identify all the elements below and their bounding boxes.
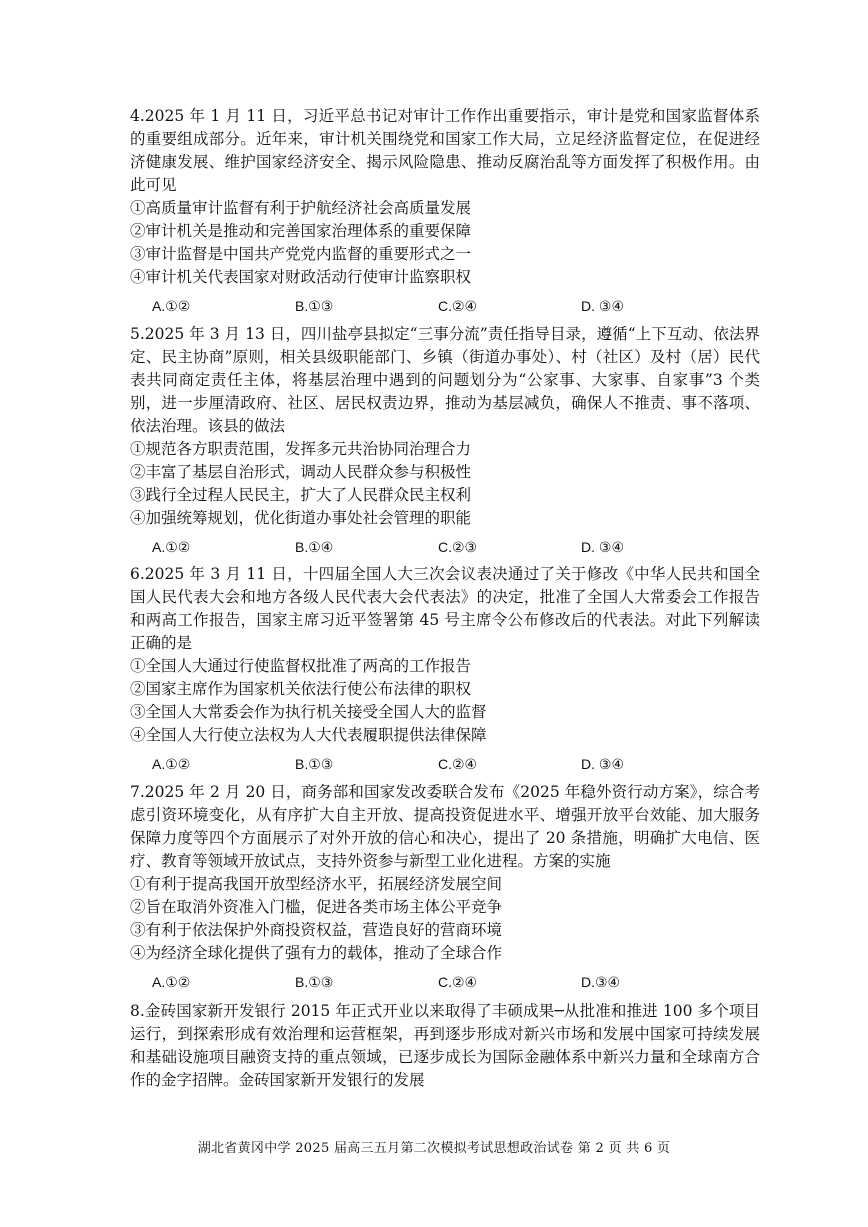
choice-d: D. ③④ bbox=[581, 539, 624, 555]
choice-b: B.①③ bbox=[295, 974, 334, 990]
choice-a: A.①② bbox=[152, 298, 191, 314]
option-item: ③践行全过程人民民主，扩大了人民群众民主权利 bbox=[130, 486, 472, 504]
choice-c: C.②④ bbox=[438, 974, 478, 990]
choice-b: B.①④ bbox=[295, 539, 334, 555]
choice-b: B.①③ bbox=[295, 298, 334, 314]
option-item: ④全国人大行使立法权为人大代表履职提供法律保障 bbox=[130, 726, 487, 744]
option-item: ①全国人大通过行使监督权批准了两高的工作报告 bbox=[130, 657, 472, 675]
choice-c: C.②③ bbox=[438, 539, 478, 555]
question-stem: 6.2025 年 3 月 11 日，十四届全国人大三次会议表决通过了关于修改《中华人民共和国全国人民代表大会和地方各级人民代表大会代表法》的决定，批准了全国人大常委会工作报告和两高工作报告，国家主席习近平签署第 45 号主席令公布修改后的代表法。对此下列解读正确的是 bbox=[130, 565, 760, 652]
option-item: ④审计机关代表国家对财政活动行使审计监察职权 bbox=[130, 268, 472, 286]
choice-d: D. ③④ bbox=[581, 298, 624, 314]
choice-a: A.①② bbox=[152, 974, 191, 990]
question-stem: 4.2025 年 1 月 11 日，习近平总书记对审计工作作出重要指示，审计是党和国家监督体系的重要组成部分。近年来，审计机关围绕党和国家工作大局，立足经济监督定位，在促进经济健康发展、维护国家经济安全、揭示风险隐患、推动反腐治乱等方面发挥了积极作用。由此可见 bbox=[130, 107, 760, 194]
option-item: ③审计监督是中国共产党党内监督的重要形式之一 bbox=[130, 245, 472, 263]
option-item: ④为经济全球化提供了强有力的载体，推动了全球合作 bbox=[130, 944, 503, 962]
option-item: ④加强统筹规划，优化街道办事处社会管理的职能 bbox=[130, 509, 472, 527]
question-4 bbox=[130, 105, 760, 318]
option-item: ②审计机关是推动和完善国家治理体系的重要保障 bbox=[130, 222, 472, 240]
option-item: ③有利于依法保护外商投资权益，营造良好的营商环境 bbox=[130, 921, 503, 939]
question-stem: 7.2025 年 2 月 20 日，商务部和国家发改委联合发布《2025 年稳外资行动方案》，综合考虑引资环境变化，从有序扩大自主开放、提高投资促进水平、增强开放平台效能、加大服务保障力度等四个方面展示了对外开放的信心和决心，提出了 20 条措施，明确扩大电信、医疗、教育等领域开放试点，支持外资参与新型工业化进程。方案的实施 bbox=[130, 783, 760, 870]
choice-b: B.①③ bbox=[295, 756, 334, 772]
question-5 bbox=[130, 323, 760, 559]
question-8 bbox=[130, 1000, 760, 1092]
choice-c: C.②④ bbox=[438, 298, 478, 314]
option-item: ①高质量审计监督有利于护航经济社会高质量发展 bbox=[130, 199, 472, 217]
answer-choices bbox=[130, 295, 760, 318]
option-item: ②旨在取消外资准入门槛，促进各类市场主体公平竞争 bbox=[130, 898, 503, 916]
choice-d: D.③④ bbox=[581, 974, 621, 990]
question-stem: 5.2025 年 3 月 13 日，四川盐亭县拟定“三事分流”责任指导目录，遵循“上下互动、依法界定、民主协商”原则，相关县级职能部门、乡镇（街道办事处）、村（社区）及村（居）民代表共同商定责任主体，将基层治理中遇到的问题划分为“公家事、大家事、自家事”3 个类别，进一步厘清政府、社区、居民权责边界，推动为基层减负，确保人不推责、事不落项、依法治理。该县的做法 bbox=[130, 325, 760, 435]
option-item: ③全国人大常委会作为执行机关接受全国人大的监督 bbox=[130, 703, 487, 721]
answer-choices bbox=[130, 753, 760, 776]
answer-choices bbox=[130, 971, 760, 994]
choice-a: A.①② bbox=[152, 539, 191, 555]
question-7 bbox=[130, 781, 760, 994]
choice-d: D. ③④ bbox=[581, 756, 624, 772]
option-item: ①规范各方职责范围，发挥多元共治协同治理合力 bbox=[130, 440, 472, 458]
option-item: ②国家主席作为国家机关依法行使公布法律的职权 bbox=[130, 680, 472, 698]
answer-choices bbox=[130, 536, 760, 559]
question-6 bbox=[130, 563, 760, 776]
choice-a: A.①② bbox=[152, 756, 191, 772]
option-item: ②丰富了基层自治形式，调动人民群众参与积极性 bbox=[130, 463, 472, 481]
page-footer: 湖北省黄冈中学 2025 届高三五月第二次模拟考试思想政治试卷 第 2 页 共 6 页 bbox=[197, 1141, 671, 1156]
choice-c: C.②④ bbox=[438, 756, 478, 772]
option-item: ①有利于提高我国开放型经济水平，拓展经济发展空间 bbox=[130, 875, 503, 893]
question-stem: 8.金砖国家新开发银行 2015 年正式开业以来取得了丰硕成果─从批准和推进 100 多个项目运行，到探索形成有效治理和运营框架，再到逐步形成对新兴市场和发展中国家可持续发展和基础设施项目融资支持的重点领域，已逐步成长为国际金融体系中新兴力量和全球南方合作的金字招牌。金砖国家新开发银行的发展 bbox=[130, 1002, 760, 1089]
